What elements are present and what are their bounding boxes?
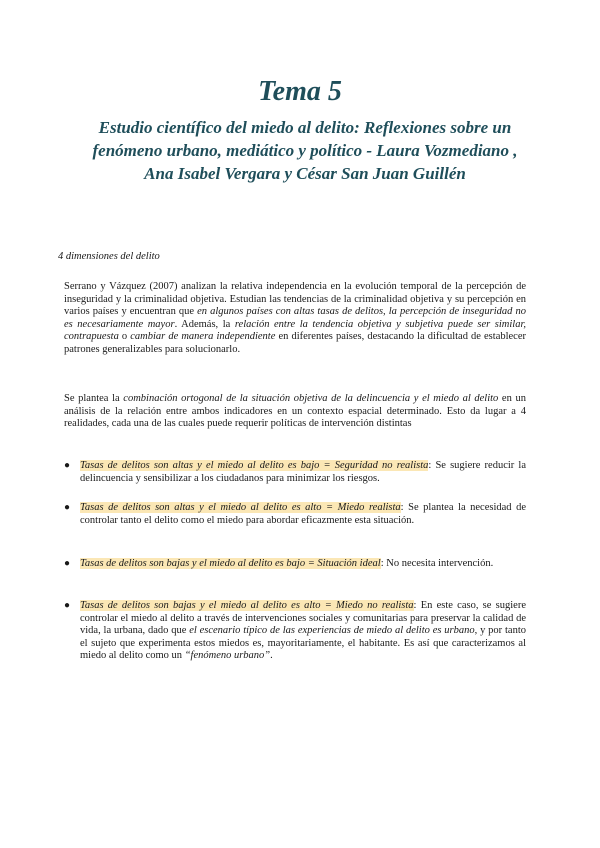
bullet-icon: ● [64,600,71,611]
italic-run: relación entre la tendencia objetiva y subjetiva puede ser similar, contrapuesta [64,318,526,343]
bullet-icon: ● [64,460,71,471]
text-run: en un análisis de la relación entre ambos indicadores en un contexto espacial determinado. Esto da lugar a 4 realidades, cada una de las cuales puede requerir políticas de intervención distintas [64,393,526,430]
subtitle-line: fenómeno urbano, mediático y político - Laura Vozmediano , [92,141,518,160]
italic-run: el escenario típico de las experiencias de miedo al delito es urbano [189,625,475,637]
text-run: : En este caso, se sugiere controlar el miedo al delito a través de intervenciones sociales y comunitarias para preservar la calidad de vida, la urbana, dado que [80,600,526,637]
text-run: Serrano y Vázquez (2007) analizan la relativa independencia en la evolución temporal de la percepción de inseguridad y la criminalidad objetiva. Estudian las tendencias de la criminalidad objetiva y su percepción en varios países y encuentran que [64,281,526,318]
text-run: Se plantea la [64,393,124,404]
highlighted-run: Tasas de delitos son bajas y el miedo al delito es alto = Miedo no realista [80,600,414,611]
section-label: 4 dimensiones del delito [58,251,160,262]
bullet-icon: ● [64,558,71,569]
page-title: Tema 5 [258,76,342,107]
subtitle-line: Ana Isabel Vergara y César San Juan Guillén [144,164,466,183]
italic-run: combinación ortogonal de la situación objetiva de la delincuencia y el miedo al delito [123,393,499,404]
text-run: . Además, la [174,318,235,330]
bullet-item [64,558,526,571]
text-run: en diferentes países, destacando la dificultad de establecer patrones generalizables para solucionarlo. [64,331,526,355]
paragraph-1 [64,281,526,357]
subtitle-line: Estudio científico del miedo al delito: Reflexiones sobre un [98,118,512,137]
bullet-icon: ● [64,502,71,513]
italic-run: en algunos países con altas tasas de delitos, la percepción de inseguridad no es necesariamente mayor [64,306,526,330]
highlighted-run: Tasas de delitos son altas y el miedo al delito es bajo = Seguridad no realista [80,460,429,471]
bullet-item [64,502,526,527]
bullet-item [64,460,526,485]
italic-run: “fenómeno urbano” [184,650,271,662]
italic-run: cambiar de manera independiente [130,331,276,343]
highlighted-run: Tasas de delitos son bajas y el miedo al delito es bajo = Situación ideal [80,558,381,569]
text-run: o [118,331,131,343]
text-run: : No necesita intervención. [380,558,494,569]
paragraph-2 [64,393,526,431]
text-run: : Se plantea la necesidad de controlar tanto el delito como el miedo para abordar eficazmente esta situación. [80,502,526,526]
text-run: . [270,650,273,662]
bullet-item [64,600,526,663]
text-run: : Se sugiere reducir la delincuencia y sensibilizar a los ciudadanos para minimizar los riesgos. [80,460,526,484]
page-subtitle [60,116,550,185]
text-run: , y por tanto el sujeto que experimenta estos miedos es, mayoritariamente, el habitante. Es así que caracterizamos al miedo al delito como un [80,625,526,662]
highlighted-run: Tasas de delitos son altas y el miedo al delito es alto = Miedo realista [80,502,401,513]
